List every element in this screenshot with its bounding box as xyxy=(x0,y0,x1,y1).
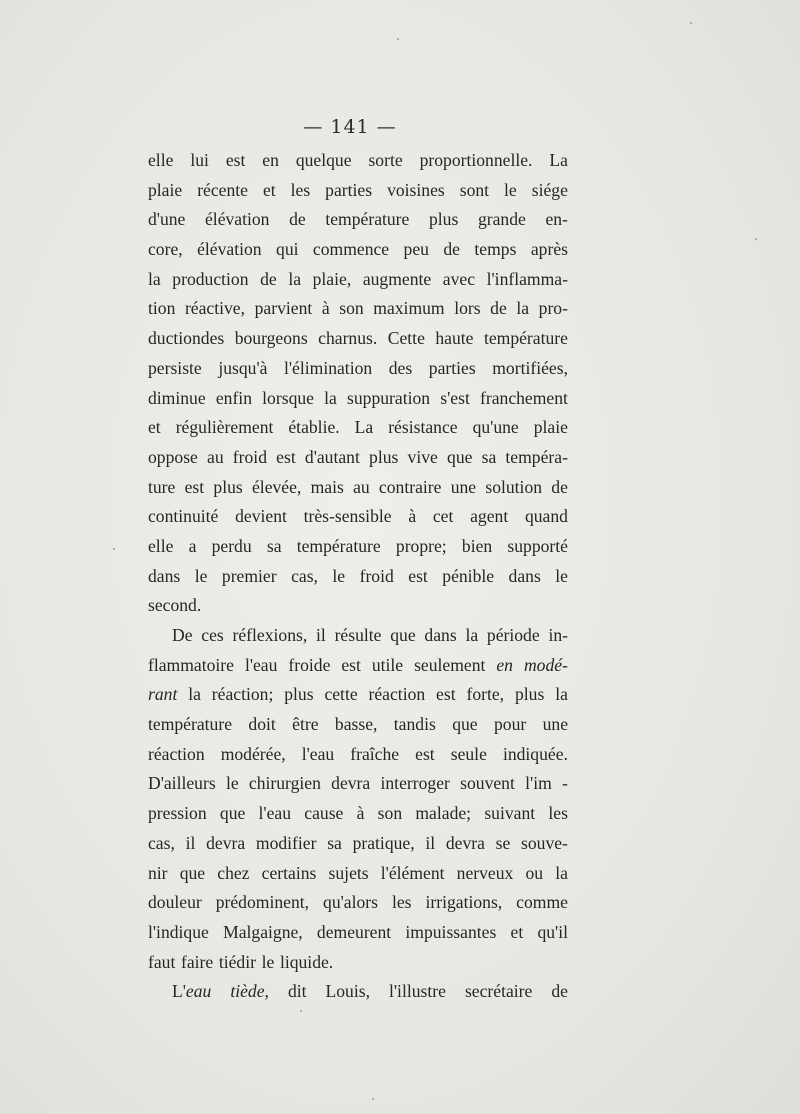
word: devra xyxy=(445,832,485,853)
text-line xyxy=(148,769,568,799)
text-line xyxy=(148,443,568,473)
word: tiède, xyxy=(230,981,269,1002)
word: en- xyxy=(545,209,568,230)
word: le xyxy=(225,773,239,794)
word: mais xyxy=(310,476,344,497)
word: de xyxy=(260,268,277,289)
word: réaction xyxy=(148,743,205,764)
word: l'inflamma- xyxy=(486,268,568,289)
word: tandis xyxy=(393,714,436,735)
word: de xyxy=(490,298,507,319)
word: que xyxy=(390,625,416,645)
word: est xyxy=(225,150,246,170)
word: et xyxy=(510,921,524,942)
word: période xyxy=(486,625,540,645)
word: est xyxy=(408,565,428,586)
word: cette xyxy=(324,684,358,705)
word: d'une xyxy=(148,209,186,230)
word: La xyxy=(549,150,568,170)
word: à xyxy=(321,298,330,319)
word: plaie, xyxy=(312,268,352,289)
word: faut xyxy=(148,951,176,972)
word: souvent xyxy=(460,773,515,794)
word: l'eau xyxy=(258,803,292,824)
word: de xyxy=(551,476,568,497)
word: le xyxy=(555,565,568,586)
text-line xyxy=(148,294,568,324)
word: élévation xyxy=(205,209,270,230)
word: de xyxy=(289,209,306,230)
word: de xyxy=(443,239,460,260)
word: pro- xyxy=(538,298,568,319)
word: sujets xyxy=(328,862,369,883)
word: réaction; xyxy=(211,684,274,705)
text-line xyxy=(148,918,568,948)
text-line xyxy=(148,710,568,740)
word: a xyxy=(188,535,197,556)
word: il xyxy=(425,832,436,853)
word: que xyxy=(452,714,478,735)
word: chirurgien xyxy=(248,773,321,794)
word: récente xyxy=(197,179,248,200)
word: est xyxy=(341,654,361,675)
word: dans xyxy=(508,565,541,586)
text-line xyxy=(148,740,568,770)
word: modérée, xyxy=(220,743,286,764)
word: que xyxy=(447,446,473,467)
word: élévation xyxy=(197,239,262,260)
word: des xyxy=(388,357,413,378)
word: ces xyxy=(201,625,224,645)
word: les xyxy=(548,803,568,824)
word: elle xyxy=(148,535,174,556)
word: parties xyxy=(428,357,476,378)
word: tiédir xyxy=(218,951,256,972)
word: plus xyxy=(514,684,545,705)
text-line xyxy=(148,799,568,829)
word: ductiondes xyxy=(148,328,225,349)
word: impuissantes xyxy=(405,921,497,942)
word: le xyxy=(194,565,208,586)
word: la xyxy=(188,684,201,705)
word: oppose xyxy=(148,446,198,467)
word: élevée, xyxy=(252,476,302,497)
word: très-sensible xyxy=(303,506,392,527)
paper-speck xyxy=(397,38,399,40)
word: suivant xyxy=(484,803,536,824)
word: parties xyxy=(325,179,373,200)
word: ture xyxy=(148,476,176,497)
word: demeurent xyxy=(316,921,392,942)
word: seule xyxy=(450,743,487,764)
word: ou xyxy=(525,862,544,883)
word: à xyxy=(356,803,365,824)
word: lorsque xyxy=(262,387,314,408)
text-line xyxy=(148,235,568,265)
word: faire xyxy=(180,951,214,972)
word: l'eau xyxy=(301,743,335,764)
word: interroger xyxy=(380,773,450,794)
word: la xyxy=(555,684,568,705)
word: perdu xyxy=(211,535,252,556)
word: qu'il xyxy=(537,921,568,942)
word: Louis, xyxy=(325,981,370,1002)
word: plus xyxy=(369,446,399,467)
word: Cette xyxy=(387,328,425,349)
word: quand xyxy=(524,506,568,527)
text-line xyxy=(148,413,568,443)
word: diminue xyxy=(148,387,206,408)
text-line xyxy=(148,859,568,889)
word: suppuration xyxy=(347,387,431,408)
word: résulte xyxy=(334,625,382,645)
word: parvient xyxy=(254,298,313,319)
word: utile xyxy=(371,654,404,675)
word: core, xyxy=(148,239,183,260)
word: l'eau xyxy=(244,654,278,675)
text-line xyxy=(148,621,568,651)
paper-speck xyxy=(755,238,757,240)
word: plaie xyxy=(148,179,183,200)
word: Malgaigne, xyxy=(223,921,303,942)
word: rant xyxy=(148,684,178,705)
paper-speck xyxy=(690,22,692,24)
word: pression xyxy=(148,803,207,824)
word: contraire xyxy=(378,476,442,497)
word: sa xyxy=(327,832,342,853)
word: certains xyxy=(261,862,317,883)
word: au xyxy=(207,446,224,467)
word: l'élément xyxy=(380,862,445,883)
word: irrigations, xyxy=(425,892,503,913)
word: la xyxy=(555,862,568,883)
word: il xyxy=(185,832,196,853)
word: il xyxy=(316,625,326,645)
word: persiste xyxy=(148,357,202,378)
word: froid xyxy=(359,565,394,586)
word: sa xyxy=(266,535,282,556)
text-line xyxy=(148,473,568,503)
word: malade; xyxy=(415,803,472,824)
word: réactive, xyxy=(184,298,246,319)
word: jusqu'à xyxy=(218,357,268,378)
word: son xyxy=(339,298,364,319)
text-line xyxy=(148,265,568,295)
text-line xyxy=(148,146,568,176)
word: froid xyxy=(232,446,267,467)
word: premier xyxy=(221,565,277,586)
word: cause xyxy=(304,803,344,824)
text-line xyxy=(148,532,568,562)
word: peu xyxy=(403,239,429,260)
word: plus xyxy=(213,476,243,497)
word: s'est xyxy=(440,387,470,408)
word: qu'alors xyxy=(323,892,378,913)
text-line xyxy=(148,829,568,859)
word: tion xyxy=(148,298,176,319)
word: grande xyxy=(477,209,526,230)
word: les xyxy=(391,892,412,913)
word: réflexions, xyxy=(232,625,308,645)
word: l'illustre xyxy=(389,981,446,1002)
text-line xyxy=(148,651,568,681)
word: se xyxy=(495,832,511,853)
word: haute xyxy=(435,328,474,349)
word: - xyxy=(562,773,568,794)
word: comme xyxy=(516,892,568,913)
word: liquide. xyxy=(279,951,334,972)
text-line xyxy=(148,591,568,621)
word: au xyxy=(353,476,370,497)
word: l'im xyxy=(525,773,552,794)
word: maximum xyxy=(373,298,445,319)
word: solution xyxy=(485,476,543,497)
word: nir xyxy=(148,862,168,883)
word: basse, xyxy=(334,714,378,735)
word: pratique, xyxy=(352,832,415,853)
word: second. xyxy=(148,595,202,616)
word: dit xyxy=(287,981,307,1002)
word: charnus. xyxy=(318,328,378,349)
word: de xyxy=(551,981,568,1002)
word: forte, xyxy=(466,684,505,705)
word: flammatoire xyxy=(148,654,234,675)
word: sont xyxy=(459,179,490,200)
text-line xyxy=(148,948,568,978)
word: prédominent, xyxy=(215,892,310,913)
word: chez xyxy=(217,862,250,883)
word: et xyxy=(262,179,276,200)
word: le xyxy=(261,951,275,972)
word: continuité xyxy=(148,506,219,527)
word: proportionnelle. xyxy=(419,150,533,170)
word: la xyxy=(288,268,302,289)
word: après xyxy=(530,239,568,260)
word: réaction xyxy=(368,684,426,705)
page-number: — 141 — xyxy=(303,116,397,138)
word: secrétaire xyxy=(464,981,533,1002)
word: enfin xyxy=(215,387,252,408)
word: douleur xyxy=(148,892,202,913)
word: en xyxy=(262,150,279,170)
word: supporté xyxy=(507,535,568,556)
text-line xyxy=(148,502,568,532)
word: sa xyxy=(481,446,497,467)
text-line xyxy=(148,205,568,235)
word: fraîche xyxy=(350,743,400,764)
word: indiquée. xyxy=(502,743,568,764)
word: qui xyxy=(276,239,299,260)
word: plus xyxy=(284,684,314,705)
word: quelque xyxy=(295,150,352,170)
word: souve- xyxy=(521,832,568,853)
text-line xyxy=(148,384,568,414)
paper-speck xyxy=(113,548,115,550)
word: pour xyxy=(493,714,527,735)
word: en xyxy=(496,654,513,675)
text-line xyxy=(148,176,568,206)
word: le xyxy=(332,565,346,586)
word: D'ailleurs xyxy=(148,773,216,794)
word: devient xyxy=(235,506,287,527)
word: température xyxy=(483,328,568,349)
word: franchement xyxy=(480,387,568,408)
word: est xyxy=(436,684,456,705)
word: lui xyxy=(190,150,209,170)
word: devra xyxy=(206,832,246,853)
word: être xyxy=(292,714,319,735)
text-line xyxy=(148,888,568,918)
word: mortifiées, xyxy=(492,357,568,378)
word: agent xyxy=(470,506,509,527)
paper-speck xyxy=(372,1098,374,1100)
word: production xyxy=(172,268,249,289)
word: dans xyxy=(148,565,181,586)
word: la xyxy=(324,387,337,408)
word: les xyxy=(290,179,311,200)
word: froide xyxy=(288,654,331,675)
word: bien xyxy=(461,535,493,556)
word: De xyxy=(172,625,193,645)
word: plus xyxy=(428,209,459,230)
text-line xyxy=(148,977,568,1007)
word: cas, xyxy=(291,565,318,586)
word: tempéra- xyxy=(505,446,568,467)
word: commence xyxy=(312,239,390,260)
word: voisines xyxy=(387,179,445,200)
word: résistance xyxy=(388,417,458,438)
word: La xyxy=(354,417,374,438)
page-body-text xyxy=(148,146,568,1007)
word: cas, xyxy=(148,832,175,853)
word: est xyxy=(415,743,435,764)
word: lors xyxy=(454,298,481,319)
word: d'autant xyxy=(304,446,360,467)
word: température xyxy=(296,535,381,556)
word: son xyxy=(377,803,403,824)
text-line xyxy=(148,562,568,592)
word: que xyxy=(219,803,246,824)
word: une xyxy=(542,714,568,735)
word: l'indique xyxy=(148,921,209,942)
word: à xyxy=(408,506,417,527)
word: l'élimination xyxy=(283,357,373,378)
word: est xyxy=(276,446,296,467)
word: la xyxy=(148,268,161,289)
word: in- xyxy=(548,625,568,645)
word: le xyxy=(504,179,517,200)
word: temps xyxy=(474,239,517,260)
word: et xyxy=(148,417,161,438)
word: est xyxy=(184,476,205,497)
word: modifier xyxy=(255,832,317,853)
word: que xyxy=(179,862,206,883)
word: établie. xyxy=(288,417,340,438)
word: la xyxy=(465,625,479,645)
word: doit xyxy=(248,714,276,735)
word: vive xyxy=(407,446,438,467)
word: seulement xyxy=(414,654,486,675)
word: plaie xyxy=(533,417,568,438)
word: modé- xyxy=(523,654,568,675)
word: qu'une xyxy=(472,417,519,438)
word: siége xyxy=(531,179,568,200)
word: propre; xyxy=(395,535,447,556)
text-line xyxy=(148,354,568,384)
word: L'eau xyxy=(172,981,212,1002)
word: nerveux xyxy=(456,862,514,883)
word: la xyxy=(516,298,530,319)
paper-speck xyxy=(300,1010,302,1012)
word: bourgeons xyxy=(234,328,308,349)
word: sorte xyxy=(368,150,403,170)
text-line xyxy=(148,680,568,710)
word: une xyxy=(450,476,477,497)
word: pénible xyxy=(442,565,495,586)
word: température xyxy=(148,714,233,735)
word: devra xyxy=(331,773,371,794)
word: régulièrement xyxy=(175,417,274,438)
word: augmente xyxy=(362,268,432,289)
word: avec xyxy=(442,268,476,289)
word: cet xyxy=(432,506,454,527)
word: température xyxy=(325,209,410,230)
text-line xyxy=(148,324,568,354)
word: dans xyxy=(424,625,457,645)
word: elle xyxy=(148,150,174,170)
